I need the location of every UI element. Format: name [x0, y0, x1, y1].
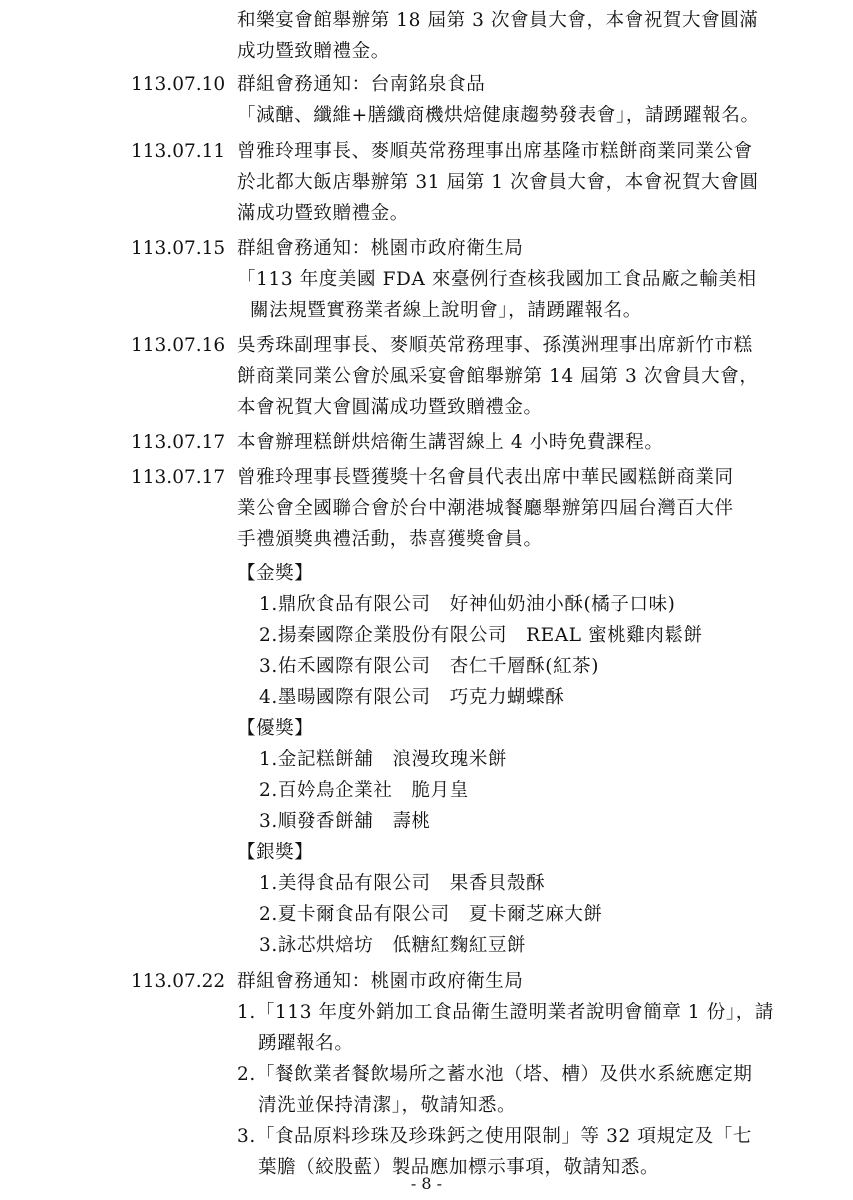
award-item: 1.金記糕餅舖 浪漫玫瑰米餅 [259, 749, 508, 770]
entry-date: 113.07.22 [131, 971, 226, 992]
notice-item: 1.「113 年度外銷加工食品衛生證明業者說明會簡章 1 份」，請 [237, 1002, 774, 1023]
entry-line: 群組會務通知：桃園市政府衛生局 [237, 238, 524, 259]
award-item: 3.佑禾國際有限公司 杏仁千層酥(紅茶) [259, 656, 600, 677]
entry-line: 本會辦理糕餅烘焙衛生講習線上 4 小時免費課程。 [237, 432, 664, 453]
entry-line: 本會祝賀大會圓滿成功暨致贈禮金。 [237, 397, 543, 418]
entry-line: 吳秀珠副理事長、麥順英常務理事、孫漢洲理事出席新竹市糕 [237, 335, 753, 356]
entry-line: 「減醣、纖維+膳纖商機烘焙健康趨勢發表會」，請踴躍報名。 [237, 105, 760, 126]
award-item: 4.墨暘國際有限公司 巧克力蝴蝶酥 [259, 687, 565, 708]
page-number: - 8 - [410, 1174, 443, 1193]
entry-line: 餅商業同業公會於風采宴會館舉辦第 14 屆第 3 次會員大會， [237, 366, 759, 387]
notice-item: 葉膽（絞股藍）製品應加標示事項，敬請知悉。 [258, 1157, 660, 1178]
entry-line: 群組會務通知：台南銘泉食品 [237, 74, 486, 95]
award-item: 1.美得食品有限公司 果香貝殼酥 [259, 873, 546, 894]
notice-item: 清洗並保持清潔」，敬請知悉。 [258, 1095, 517, 1116]
award-item: 2.百妗鳥企業社 脆月皇 [259, 780, 469, 801]
notice-item: 踴躍報名。 [258, 1033, 354, 1054]
entry-line: 於北都大飯店舉辦第 31 屆第 1 次會員大會，本會祝賀大會圓 [237, 172, 759, 193]
entry-line: 成功暨致贈禮金。 [237, 41, 390, 62]
entry-line: 曾雅玲理事長暨獲獎十名會員代表出席中華民國糕餅商業同 [237, 467, 734, 488]
award-item: 1.鼎欣食品有限公司 好神仙奶油小酥(橘子口味) [259, 594, 676, 615]
entry-line: 業公會全國聯合會於台中潮港城餐廳舉辦第四屆台灣百大伴 [237, 498, 734, 519]
entry-line: 手禮頒獎典禮活動，恭喜獲獎會員。 [237, 529, 543, 550]
entry-line: 滿成功暨致贈禮金。 [237, 203, 409, 224]
entry-line: 曾雅玲理事長、麥順英常務理事出席基隆市糕餅商業同業公會 [237, 141, 753, 162]
entry-line: 關法規暨實務業者線上說明會」，請踴躍報名。 [250, 300, 642, 321]
award-item: 3.詠芯烘焙坊 低糖紅麴紅豆餅 [259, 935, 527, 956]
award-item: 3.順發香餅舖 壽桃 [259, 811, 431, 832]
entry-line: 和樂宴會館舉辦第 18 屆第 3 次會員大會，本會祝賀大會圓滿 [237, 10, 759, 31]
entry-line: 群組會務通知：桃園市政府衛生局 [237, 971, 524, 992]
entry-date: 113.07.10 [131, 74, 226, 95]
award-heading: 【優獎】 [237, 718, 314, 739]
notice-item: 3.「食品原料珍珠及珍珠鈣之使用限制」等 32 項規定及「七 [237, 1126, 752, 1147]
entry-date: 113.07.15 [131, 238, 226, 259]
award-heading: 【金獎】 [237, 563, 314, 584]
entry-date: 113.07.17 [131, 467, 226, 488]
entry-date: 113.07.17 [131, 432, 226, 453]
entry-line: 「113 年度美國 FDA 來臺例行查核我國加工食品廠之輸美相 [237, 269, 757, 290]
award-item: 2.夏卡爾食品有限公司 夏卡爾芝麻大餅 [259, 904, 603, 925]
award-item: 2.揚秦國際企業股份有限公司 REAL 蜜桃雞肉鬆餅 [259, 625, 703, 646]
notice-item: 2.「餐飲業者餐飲場所之蓄水池（塔、槽）及供水系統應定期 [237, 1064, 753, 1085]
entry-date: 113.07.11 [131, 141, 226, 162]
entry-date: 113.07.16 [131, 335, 226, 356]
award-heading: 【銀獎】 [237, 842, 314, 863]
